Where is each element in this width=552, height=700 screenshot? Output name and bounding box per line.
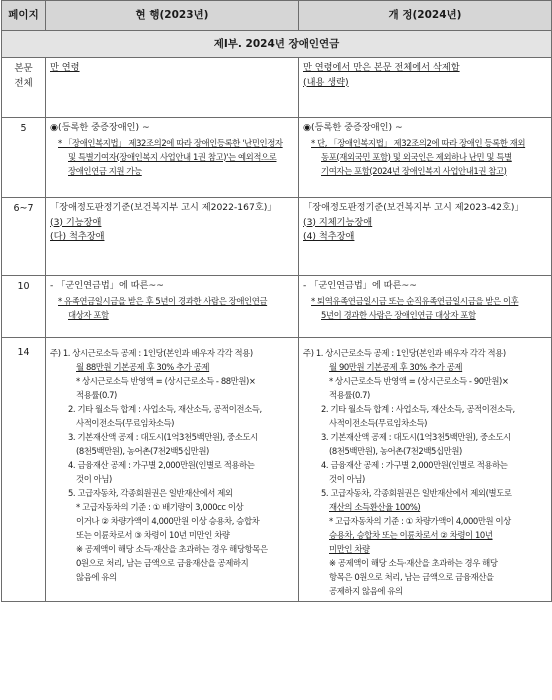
current-cell — [46, 276, 299, 338]
current-note: * 유족연금일시금을 받은 후 5년이 경과한 사람은 장애인연금 — [58, 295, 268, 306]
header-page: 페이지 — [2, 1, 46, 31]
revised-text: 2. 기타 월소득 합계 : 사업소득, 재산소득, 공적이전소득, — [321, 404, 515, 414]
table-row — [2, 118, 552, 198]
current-text: (다) 척추장애 — [50, 231, 105, 242]
current-text: 이거나 ② 차량가액이 4,000만원 이상 승용차, 승합차 — [76, 516, 260, 526]
revised-text: 항목은 0원으로 처리, 남는 금액으로 금융재산을 — [329, 572, 494, 582]
part-title: 제Ⅰ부. 2024년 장애인연금 — [2, 31, 552, 58]
row-page: 14 — [2, 338, 46, 602]
revised-cell — [299, 276, 552, 338]
revised-note: 동포(재외국민 포함) 및 외국인은 제외하나 난민 및 특별 — [321, 151, 512, 162]
table-row — [2, 276, 552, 338]
current-text: ◉(등록한 중증장애인) ~ — [50, 122, 150, 133]
current-text: 것이 아님) — [76, 474, 112, 484]
table-row — [2, 198, 552, 276]
revised-note: 기여자는 포함(2024년 장애인복지 사업안내1권 참고) — [321, 165, 507, 176]
current-text: 3. 기본재산액 공제 : 대도시(1억3천5백만원), 중소도시 — [68, 432, 258, 442]
table-row — [2, 338, 552, 602]
current-cell — [46, 118, 299, 198]
revised-text: 사적이전소득(무료임차소득) — [329, 418, 428, 428]
revised-text: ◉(등록한 중증장애인) ~ — [303, 122, 403, 133]
current-text: 월 88만원 기본공제 후 30% 추가 공제 — [76, 362, 210, 372]
revised-text: 만 연령에서 만은 본문 전체에서 삭제함 — [303, 62, 460, 73]
header-current: 현 행(2023년) — [46, 1, 299, 31]
current-text: - 「군인연금법」에 따른~~ — [50, 280, 164, 291]
revised-text: 「장애정도판정기준(보건복지부 고시 제2023-42호)」 — [303, 202, 524, 213]
revised-cell — [299, 58, 552, 118]
table-row — [2, 58, 552, 118]
revised-cell — [299, 338, 552, 602]
revised-note: * 단, 「장애인복지법」 제32조의2에 따라 장애인 등록한 재외 — [311, 137, 526, 148]
revised-cell — [299, 118, 552, 198]
comparison-table — [1, 0, 552, 602]
current-text: 5. 고급자동차, 각종회원권은 일반재산에서 제외 — [68, 488, 233, 498]
current-note: * 「장애인복지법」 제32조의2에 따라 장애인등록한 '난민인정자 — [58, 137, 283, 148]
current-text: 0원으로 처리, 남는 금액으로 금융재산을 공제하지 — [76, 558, 249, 568]
revised-text: 4. 금융재산 공제 : 가구별 2,000만원(인별로 적용하는 — [321, 460, 508, 470]
header-revised: 개 정(2024년) — [299, 1, 552, 31]
current-text: 「장애정도판정기준(보건복지부 고시 제2022-167호)」 — [50, 202, 277, 213]
revised-text: 3. 기본재산액 공제 : 대도시(1억3천5백만원), 중소도시 — [321, 432, 511, 442]
revised-text: (3) 지체기능장애 — [303, 216, 373, 228]
current-text: 2. 기타 월소득 합계 : 사업소득, 재산소득, 공적이전소득, — [68, 404, 262, 414]
header-row — [2, 1, 552, 31]
current-note: 장애인연금 지원 가능 — [68, 165, 142, 176]
revised-cell — [299, 198, 552, 276]
current-note: 대상자 포함 — [68, 309, 109, 320]
row-page: 5 — [2, 118, 46, 198]
comparison-table-wrapper — [1, 0, 551, 602]
revised-text: 5. 고급자동차, 각종회원권은 일반재산에서 제외(별도로 — [321, 488, 512, 498]
revised-text: 미만인 차량 — [329, 544, 370, 554]
row-page: 10 — [2, 276, 46, 338]
revised-text: (4) 척추장애 — [303, 231, 355, 242]
current-cell — [46, 338, 299, 602]
revised-note: 5년이 경과한 사람은 장애인연금 대상자 포함 — [321, 309, 476, 320]
revised-text: ※ 공제액이 해당 소득·재산을 초과하는 경우 해당 — [329, 558, 498, 568]
revised-text: 것이 아님) — [329, 474, 365, 484]
revised-text: (내용 생략) — [303, 76, 349, 88]
revised-text: (8천5백만원), 농어촌(7천2백5십만원) — [329, 446, 462, 456]
revised-text: 월 90만원 기본공제 후 30% 추가 공제 — [329, 362, 463, 372]
revised-text: - 「군인연금법」에 따른~~ — [303, 280, 417, 291]
row-page — [2, 58, 46, 118]
revised-note: * 퇴역유족연금일시금 또는 순직유족연금일시금을 받은 이후 — [311, 295, 519, 306]
current-text: * 고급자동차의 기준 : ① 배기량이 3,000cc 이상 — [76, 502, 244, 512]
page-label: 본문 전체 — [14, 63, 33, 89]
current-text: * 상시근로소득 반영액 = (상시근로소득 - 88만원)× — [76, 376, 256, 386]
current-text: 만 연령 — [50, 62, 80, 73]
current-cell — [46, 198, 299, 276]
revised-text: * 상시근로소득 반영액 = (상시근로소득 - 90만원)× — [329, 376, 509, 386]
current-text: 사적이전소득(무료임차소득) — [76, 418, 175, 428]
current-text: (8천5백만원), 농어촌(7천2백5십만원) — [76, 446, 209, 456]
part-title-row — [2, 31, 552, 58]
current-text: 또는 이륜차로서 ③ 차령이 10년 미만인 차량 — [76, 530, 230, 540]
current-text: 4. 금융재산 공제 : 가구별 2,000만원(인별로 적용하는 — [68, 460, 255, 470]
current-text: 않음에 유의 — [76, 572, 117, 582]
current-text: 적용률(0.7) — [76, 390, 117, 400]
revised-text: 적용률(0.7) — [329, 390, 370, 400]
current-cell — [46, 58, 299, 118]
row-page: 6~7 — [2, 198, 46, 276]
revised-text: 승용차, 승합차 또는 이륜차로서 ② 차령이 10년 — [329, 530, 493, 540]
current-text: (3) 기능장애 — [50, 216, 102, 228]
current-text: 주) 1. 상시근로소득 공제 : 1인당(본인과 배우자 각각 적용) — [50, 348, 253, 358]
revised-text: 재산의 소득환산율 100%) — [329, 502, 421, 512]
revised-text: * 고급자동차의 기준 : ① 차량가액이 4,000만원 이상 — [329, 516, 511, 526]
current-note: 및 특별기여자(장애인복지 사업안내 1권 참고)'는 예외적으로 — [68, 151, 277, 162]
current-text: ※ 공제액이 해당 소득·재산을 초과하는 경우 해당항목은 — [76, 544, 268, 554]
revised-text: 주) 1. 상시근로소득 공제 : 1인당(본인과 배우자 각각 적용) — [303, 348, 506, 358]
revised-text: 공제하지 않음에 유의 — [329, 586, 403, 596]
